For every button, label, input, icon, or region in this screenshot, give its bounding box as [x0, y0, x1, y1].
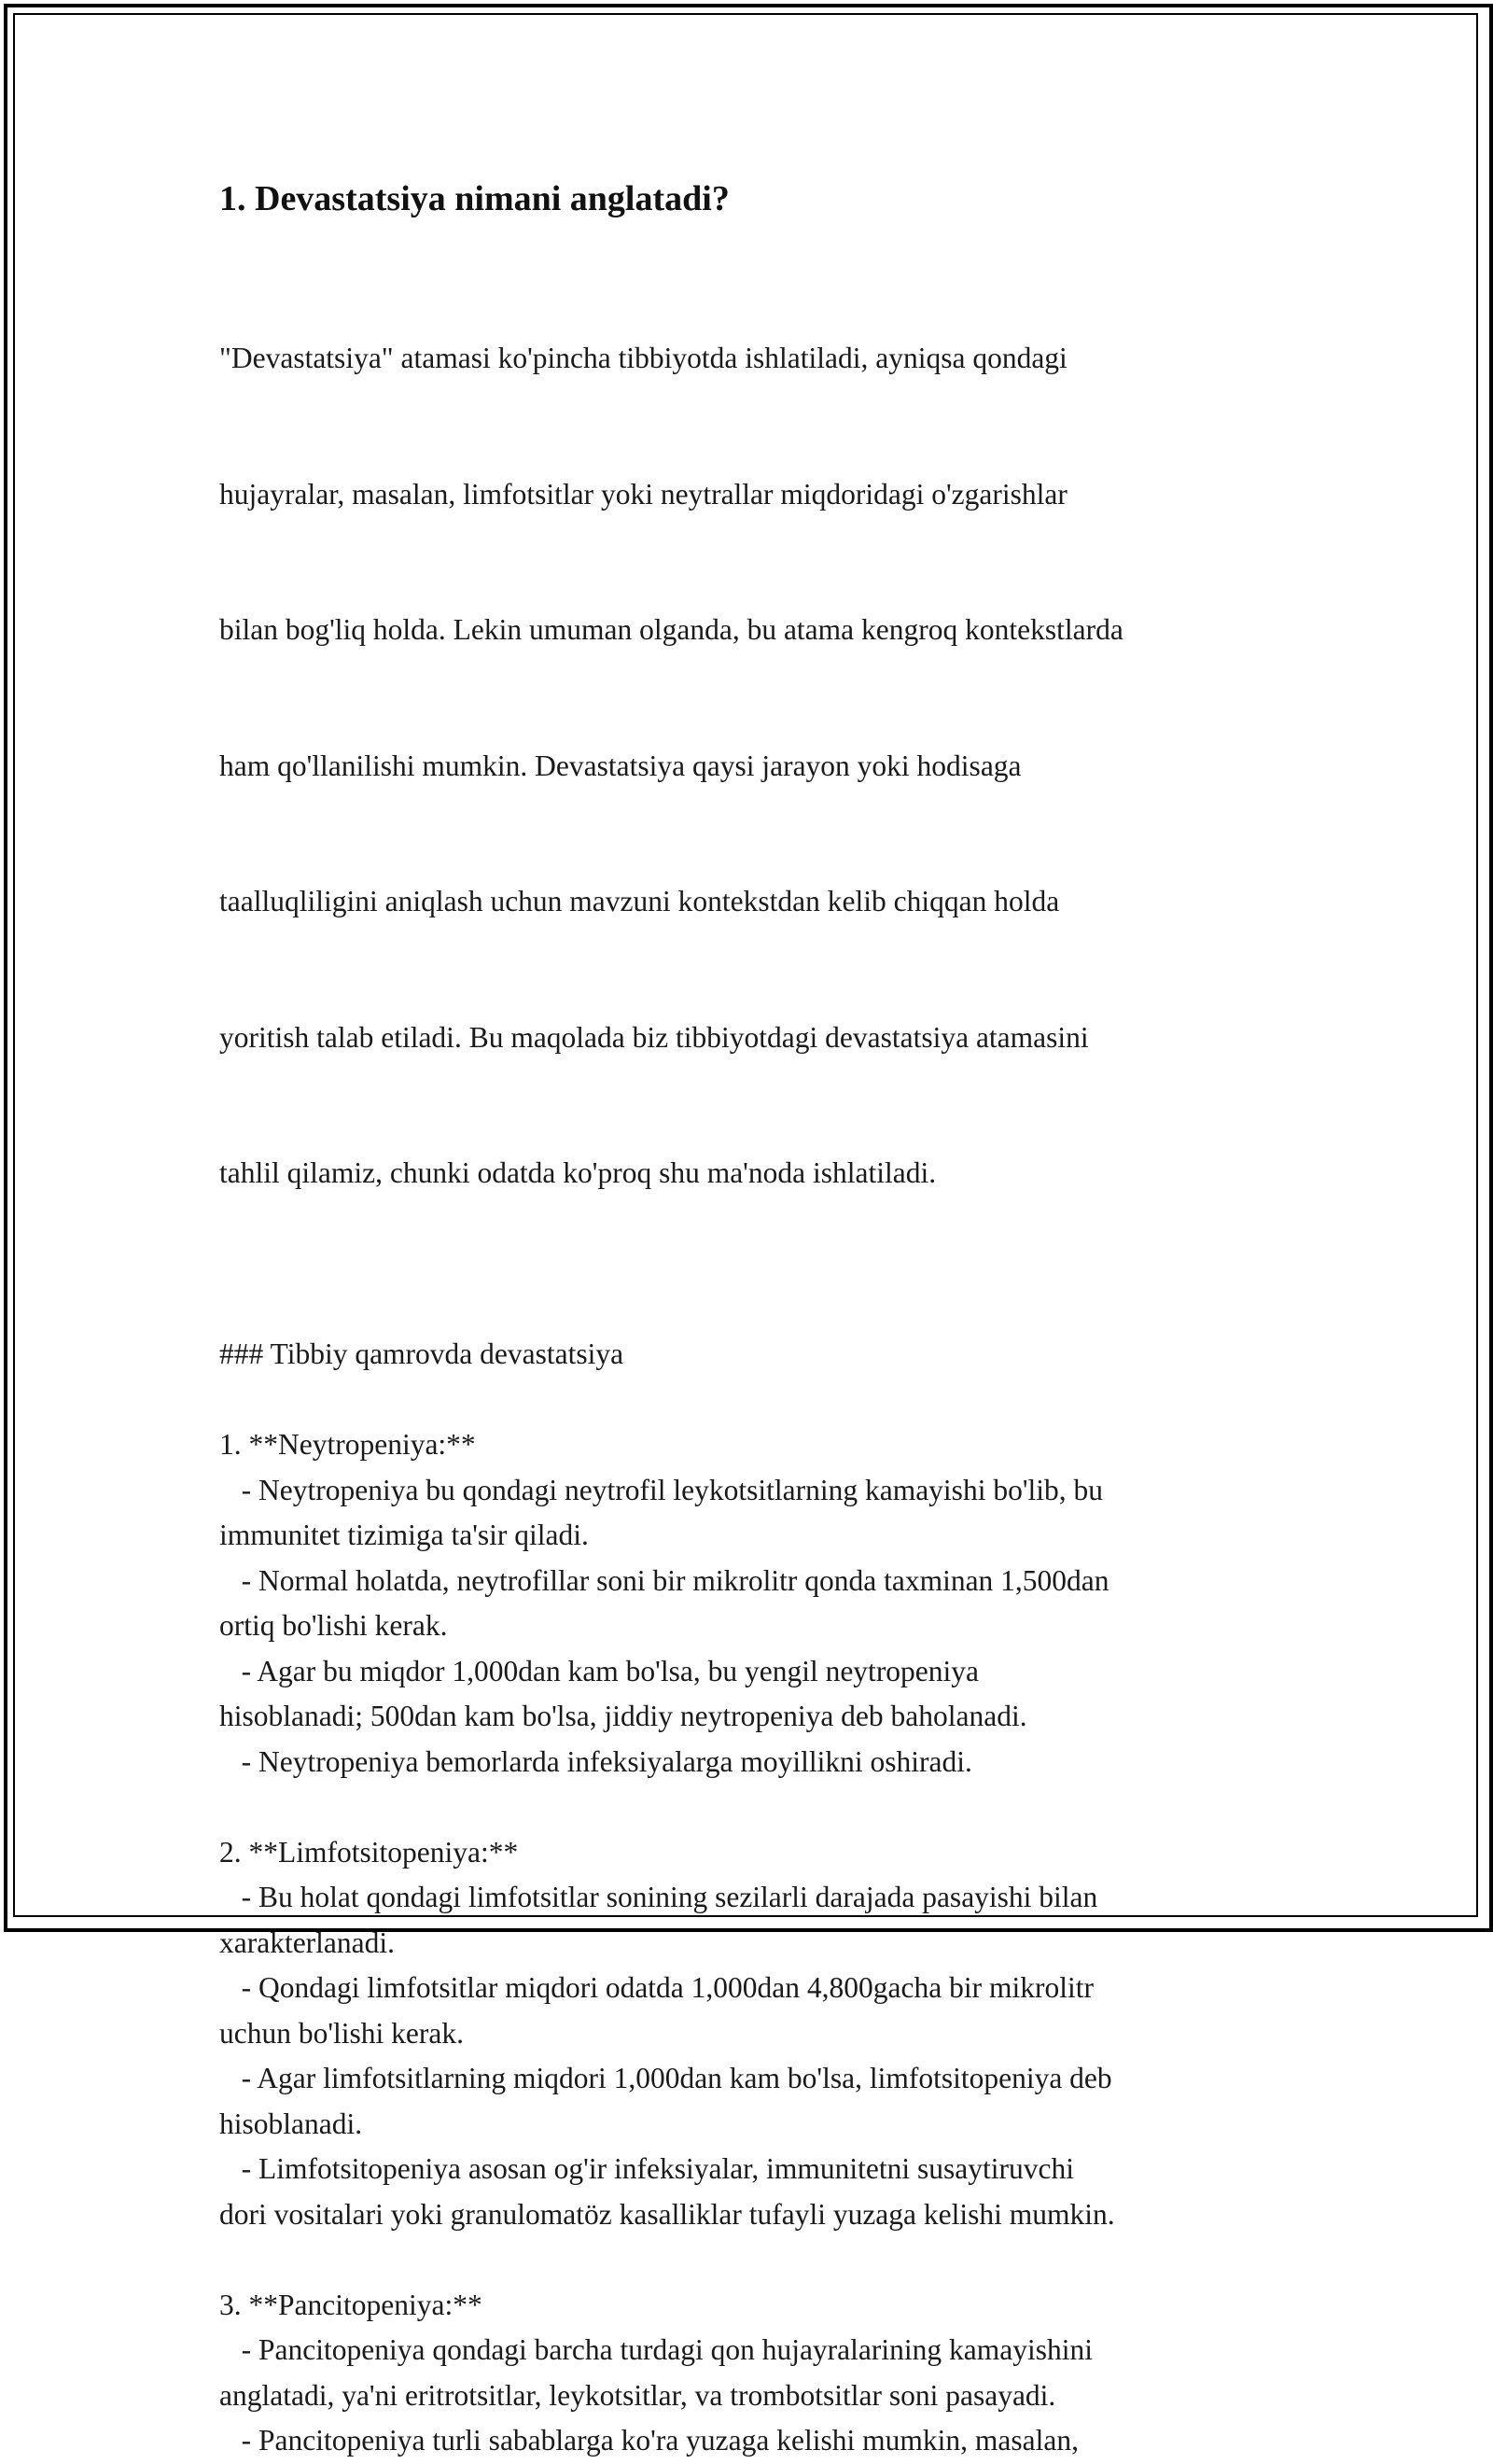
- list-item-line: - Bu holat qondagi limfotsitlar sonining sezilarli darajada pasayishi bilan: [219, 1881, 1098, 1913]
- list-item-line: - Pancitopeniya qondagi barcha turdagi qon hujayralarining kamayishini: [219, 2333, 1093, 2366]
- list-item-line: - Neytropeniya bu qondagi neytrofil leykotsitlarning kamayishi bo'lib, bu: [219, 1473, 1103, 1506]
- list-item-limfotsitopeniya: [219, 1830, 1283, 2238]
- intro-line: ham qo'llanilishi mumkin. Devastatsiya qaysi jarayon yoki hodisaga: [219, 749, 1022, 782]
- list-item-line: - Agar bu miqdor 1,000dan kam bo'lsa, bu yengil neytropeniya: [219, 1654, 980, 1687]
- section-heading: ### Tibbiy qamrovda devastatsiya: [219, 1337, 624, 1370]
- list-item-line: - Pancitopeniya turli sabablarga ko'ra yuzaga kelishi mumkin, masalan,: [219, 2424, 1079, 2457]
- list-item-heading: 3. **Pancitopeniya:**: [219, 2288, 482, 2321]
- blank-line: [219, 2237, 1283, 2283]
- list-item-line: immunitet tizimiga ta'sir qiladi.: [219, 1519, 589, 1551]
- list-item-line: xarakterlanadi.: [219, 1925, 396, 1959]
- list-item-line: uchun bo'lishi kerak.: [219, 2016, 464, 2050]
- list-item-line: hisoblanadi; 500dan kam bo'lsa, jiddiy neytropeniya deb baholanadi.: [219, 1700, 1027, 1732]
- intro-line: hujayralar, masalan, limfotsitlar yoki neytrallar miqdoridagi o'zgarishlar: [219, 477, 1067, 511]
- blank-line: [219, 1378, 1283, 1423]
- intro-line: tahlil qilamiz, chunki odatda ko'proq shu ma'noda ishlatiladi.: [219, 1156, 937, 1189]
- list-item-line: - Neytropeniya bemorlarda infeksiyalarga moyillikni oshiradi.: [219, 1744, 972, 1778]
- list-item-line: ortiq bo'lishi kerak.: [219, 1609, 448, 1642]
- list-item-line: anglatadi, ya'ni eritrotsitlar, leykotsitlar, va trombotsitlar soni pasayadi.: [219, 2378, 1056, 2412]
- list-item-line: dori vositalari yoki granulomatöz kasalliklar tufayli yuzaga kelishi mumkin.: [219, 2197, 1115, 2231]
- list-item-line: - Qondagi limfotsitlar miqdori odatda 1,000dan 4,800gacha bir mikrolitr: [219, 1971, 1094, 2004]
- intro-paragraph: [219, 245, 1283, 1287]
- body-section: [219, 1287, 1283, 2464]
- list-item-line: - Normal holatda, neytrofillar soni bir mikrolitr qonda taxminan 1,500dan: [219, 1563, 1109, 1597]
- list-item-heading: 2. **Limfotsitopeniya:**: [219, 1835, 519, 1869]
- intro-line: yoritish talab etiladi. Bu maqolada biz tibbiyotdagi devastatsiya atamasini: [219, 1020, 1089, 1054]
- list-item-line: - Limfotsitopeniya asosan og'ir infeksiyalar, immunitetni susaytiruvchi: [219, 2152, 1074, 2185]
- list-item-neytropeniya: [219, 1422, 1283, 1785]
- document-title: 1. Devastatsiya nimani anglatadi?: [219, 179, 730, 218]
- list-item-line: hisoblanadi.: [219, 2107, 363, 2140]
- list-item-pancitopeniya: [219, 2283, 1283, 2464]
- intro-line: taalluqliligini aniqlash uchun mavzuni kontekstdan kelib chiqqan holda: [219, 885, 1060, 917]
- intro-line: bilan bog'liq holda. Lekin umuman olganda, bu atama kengroq kontekstlarda: [219, 613, 1123, 646]
- intro-line: "Devastatsiya" atamasi ko'pincha tibbiyotda ishlatiladi, ayniqsa qondagi: [219, 342, 1067, 374]
- list-item-line: - Agar limfotsitlarning miqdori 1,000dan kam bo'lsa, limfotsitopeniya deb: [219, 2062, 1112, 2094]
- blank-line: [219, 1785, 1283, 1830]
- blank-line: [219, 1287, 1283, 1333]
- document-body: [219, 173, 1283, 2464]
- list-item-heading: 1. **Neytropeniya:**: [219, 1428, 476, 1461]
